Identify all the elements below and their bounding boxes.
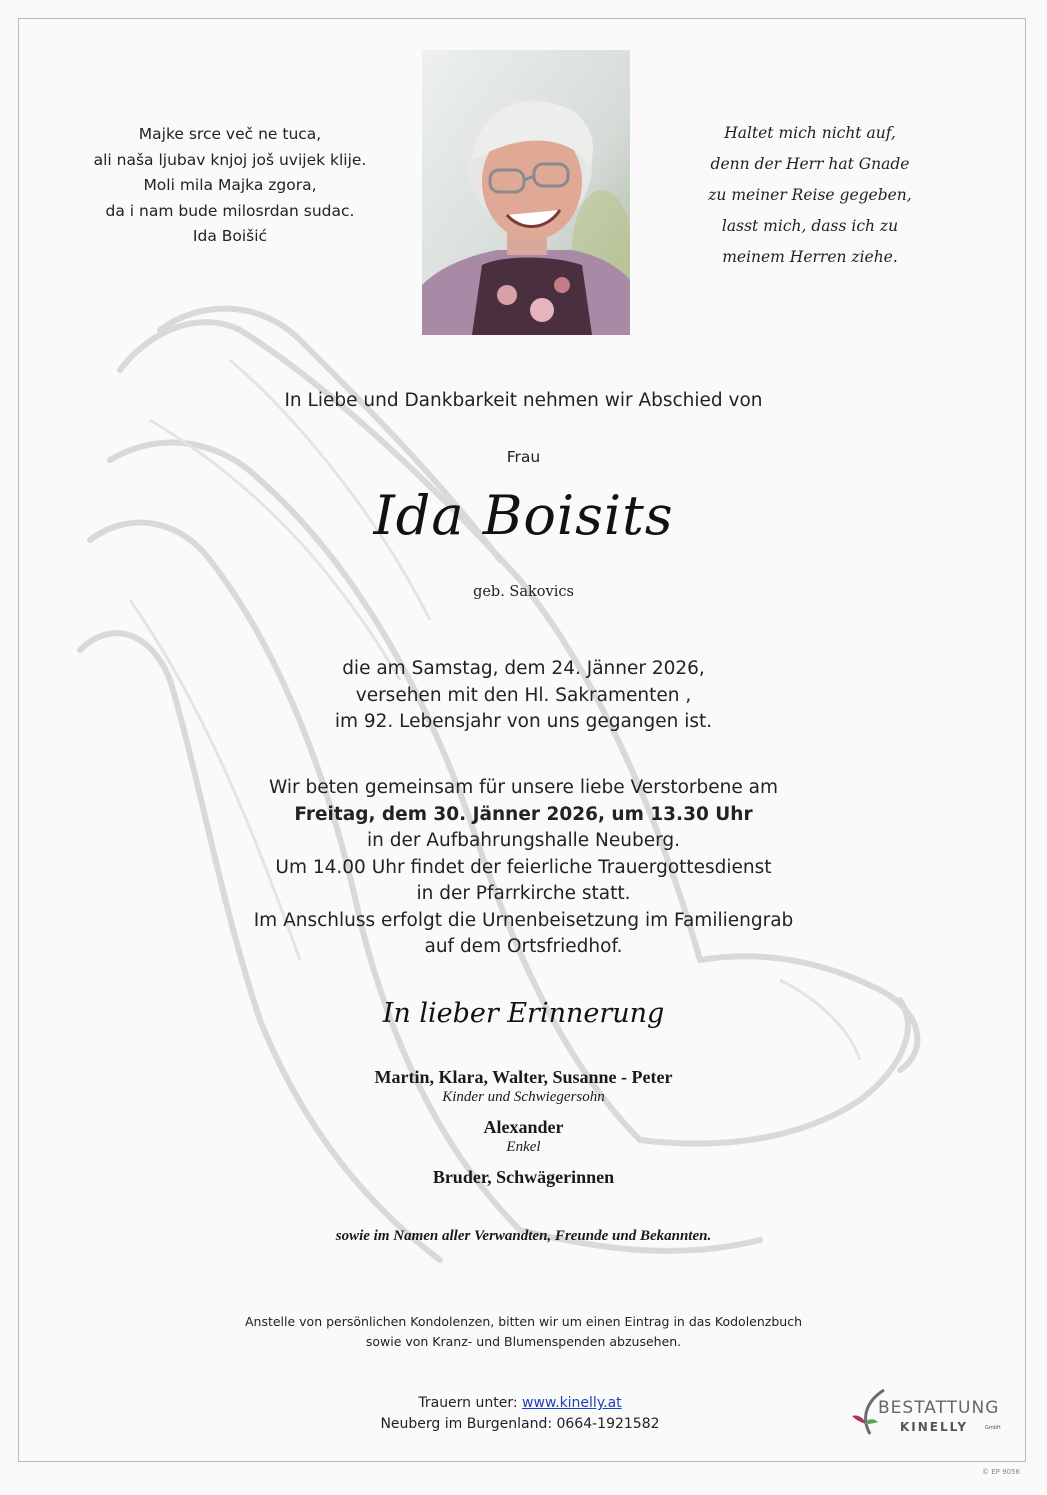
contact-line xyxy=(330,1393,710,1414)
poem-left-author: Ida Boišić xyxy=(192,227,268,245)
mourner-group xyxy=(0,1066,1047,1106)
mourner-relation: Enkel xyxy=(506,1139,541,1155)
contact-phone: Neuberg im Burgenland: 0664-1921582 xyxy=(380,1416,660,1432)
poem-right-line: zu meiner Reise gegeben, xyxy=(708,186,912,204)
condolence-line: sowie von Kranz- und Blumenspenden abzusehen. xyxy=(365,1334,682,1349)
death-notice-line: versehen mit den Hl. Sakramenten , xyxy=(355,684,692,706)
mourner-group xyxy=(0,1166,1047,1188)
poem-right-line: denn der Herr hat Gnade xyxy=(710,155,910,173)
death-notice-line: die am Samstag, dem 24. Jänner 2026, xyxy=(342,658,705,679)
poem-left-line: Moli mila Majka zgora, xyxy=(143,176,317,194)
memory-heading: In lieber Erinnerung xyxy=(382,998,665,1029)
intro-text: In Liebe und Dankbarkeit nehmen wir Abschied von xyxy=(284,390,763,411)
mourner-names: Alexander xyxy=(483,1117,564,1137)
funeral-line: in der Aufbahrungshalle Neuberg. xyxy=(366,830,681,851)
contact-label: Trauern unter: xyxy=(418,1395,523,1411)
footer-code: © EP 9056 xyxy=(982,1468,1020,1476)
funeral-line: Wir beten gemeinsam für unsere liebe Verstorbene am xyxy=(269,777,778,798)
funeral-line: Um 14.00 Uhr findet der feierliche Trauergottesdienst xyxy=(275,856,772,878)
mourner-group xyxy=(0,1116,1047,1156)
poem-left-line: ali naša ljubav knjoj još uvijek klije. xyxy=(93,150,367,169)
poem-left xyxy=(80,122,380,250)
mourners-list xyxy=(0,1066,1047,1198)
logo-suffix: GmbH xyxy=(985,1425,1001,1431)
logo-line1: BESTATTUNG xyxy=(878,1398,1000,1418)
logo-line2: KINELLY xyxy=(900,1420,969,1434)
mourner-names: Bruder, Schwägerinnen xyxy=(432,1167,615,1187)
poem-left-line: da i nam bude milosrdan sudac. xyxy=(105,201,355,220)
funeral-line: in der Pfarrkirche statt. xyxy=(416,883,631,904)
poem-right-line: meinem Herren ziehe. xyxy=(722,248,898,266)
contact-info xyxy=(330,1393,710,1435)
condolence-line: Anstelle von persönlichen Kondolenzen, bitten wir um einen Eintrag in das Kodolenzbuch xyxy=(244,1314,803,1329)
condolence-notice xyxy=(0,1312,1047,1352)
birth-name: geb. Sakovics xyxy=(473,584,574,600)
mourner-names: Martin, Klara, Walter, Susanne - Peter xyxy=(374,1067,673,1087)
poem-right xyxy=(660,118,960,273)
poem-right-line: lasst mich, dass ich zu xyxy=(721,217,899,235)
mourner-relation: Kinder und Schwiegersohn xyxy=(442,1089,605,1105)
deceased-name: Ida Boisits xyxy=(373,484,674,547)
portrait-photo xyxy=(422,50,630,335)
funeral-line: Im Anschluss erfolgt die Urnenbeisetzung im Familiengrab xyxy=(253,909,794,931)
mourners-note: sowie im Namen aller Verwandten, Freunde und Bekannten. xyxy=(335,1228,712,1244)
funeral-details xyxy=(0,775,1047,961)
funeral-home-logo xyxy=(848,1388,1008,1448)
death-notice xyxy=(0,656,1047,736)
poem-right-line: Haltet mich nicht auf, xyxy=(724,124,896,142)
website-link[interactable]: www.kinelly.at xyxy=(522,1395,622,1411)
death-notice-line: im 92. Lebensjahr von uns gegangen ist. xyxy=(334,711,713,732)
funeral-line: auf dem Ortsfriedhof. xyxy=(424,936,623,957)
salutation: Frau xyxy=(506,448,541,466)
funeral-date: Freitag, dem 30. Jänner 2026, um 13.30 Uhr xyxy=(294,803,753,825)
poem-left-line: Majke srce več ne tuca, xyxy=(138,125,322,143)
